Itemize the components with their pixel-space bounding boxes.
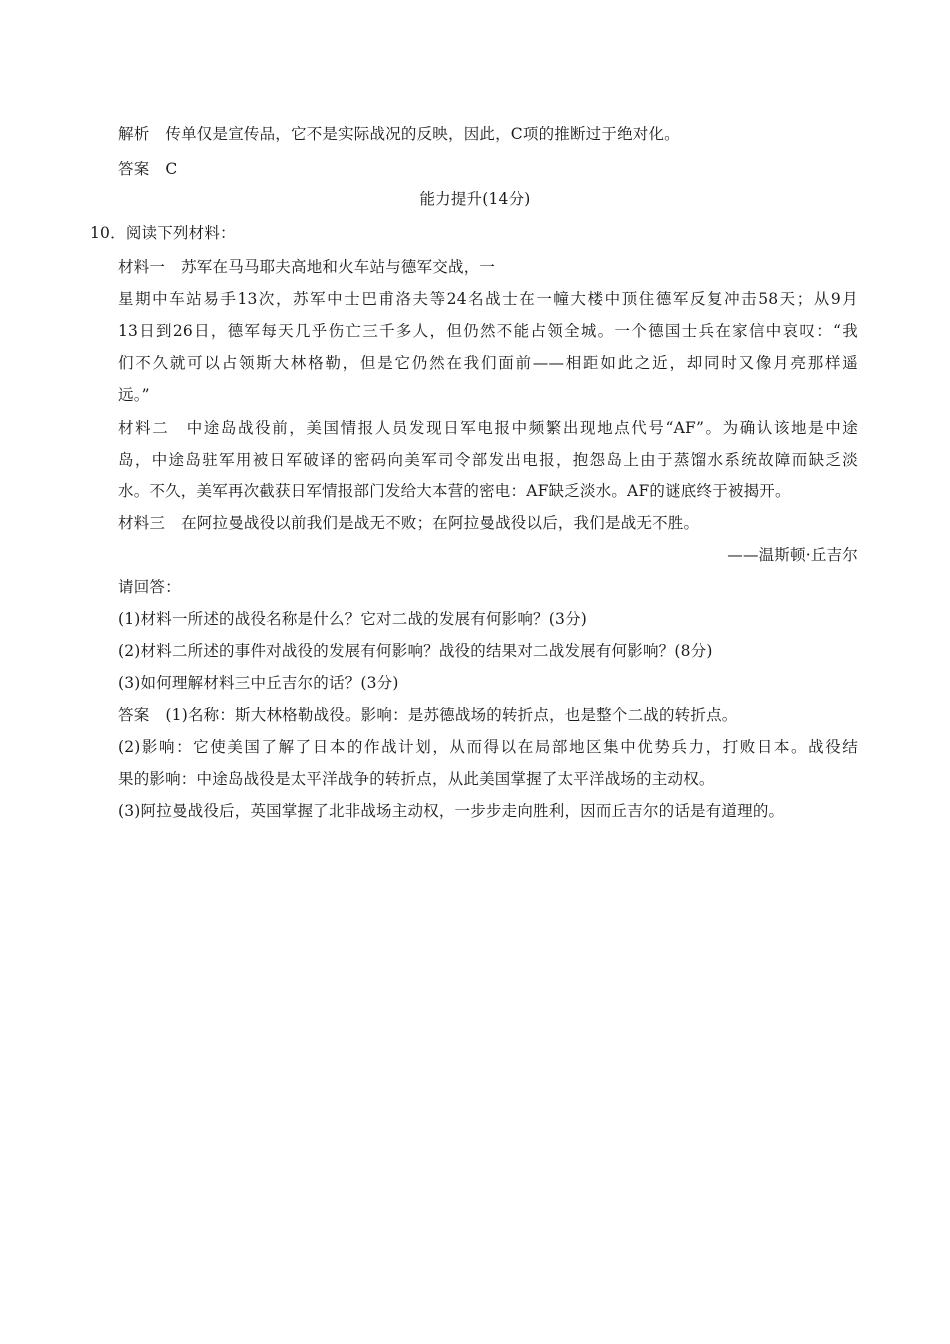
answer-line-1 (118, 705, 737, 725)
question-number: 10． (90, 224, 126, 242)
answer-part-1: (1)名称：斯大林格勒战役。影响：是苏德战场的转折点，也是整个二战的转折点。 (165, 706, 738, 724)
material1-line: 星期中车站易手13次，苏军中士巴甫洛夫等24名战士在一幢大楼中顶住德军反复冲击58天；从9月 (118, 290, 858, 308)
material2-line: 水。不久，美军再次截获日军情报部门发给大本营的密电：AF缺乏淡水。AF的谜底终于被揭开。 (118, 482, 791, 500)
material2-label: 材料二 (118, 419, 170, 437)
material2-text: 中途岛战役前，美国情报人员发现日军电报中频繁出现地点代号“AF”。为确认该地是中途 (185, 419, 859, 437)
material3-label: 材料三 (118, 514, 166, 532)
explanation-line (118, 124, 680, 144)
material1-line: 们不久就可以占领斯大林格勒，但是它仍然在我们面前——相距如此之近，却同时又像月亮那样遥 (118, 354, 858, 372)
previous-answer-label: 答案 (118, 160, 150, 178)
sub-question-3: (3)如何理解材料三中丘吉尔的话？(3分) (118, 674, 399, 692)
material3-line (118, 513, 699, 533)
material3-attribution: ——温斯顿·丘吉尔 (727, 546, 858, 564)
material3-text: 在阿拉曼战役以前我们是战无不败；在阿拉曼战役以后，我们是战无不胜。 (181, 514, 700, 532)
material1-first-line (118, 257, 495, 277)
answer-label: 答案 (118, 706, 150, 724)
question-stem (90, 223, 236, 243)
material1-line: 远。” (118, 386, 150, 404)
answer-part-3: (3)阿拉曼战役后，英国掌握了北非战场主动权，一步步走向胜利，因而丘吉尔的话是有道理的。 (118, 802, 785, 820)
material1-line: 13日到26日，德军每天几乎伤亡三千多人，但仍然不能占领全城。一个德国士兵在家信中哀叹：“我 (118, 322, 858, 340)
material2-first-line (118, 418, 858, 438)
answer-part-2-line: 果的影响：中途岛战役是太平洋战争的转折点，从此美国掌握了太平洋战场的主动权。 (118, 770, 715, 788)
sub-question-2: (2)材料二所述的事件对战役的发展有何影响？战役的结果对二战发展有何影响？(8分) (118, 642, 713, 660)
previous-answer-value: C (165, 160, 178, 178)
material1-label: 材料一 (118, 258, 166, 276)
answer-part-2-line: (2)影响：它使美国了解了日本的作战计划，从而得以在局部地区集中优势兵力，打败日本。战役结 (118, 738, 858, 756)
sub-question-1: (1)材料一所述的战役名称是什么？它对二战的发展有何影响？(3分) (118, 610, 588, 628)
explanation-label: 解析 (118, 125, 150, 143)
explanation-text: 传单仅是宣传品，它不是实际战况的反映，因此，C项的推断过于绝对化。 (165, 125, 680, 143)
material2-line: 岛，中途岛驻军用被日军破译的密码向美军司令部发出电报，抱怨岛上由于蒸馏水系统故障而缺乏淡 (118, 451, 858, 469)
material1-text: 苏军在马马耶夫高地和火车站与德军交战，一 (181, 258, 496, 276)
previous-answer-line (118, 159, 177, 179)
section-title: 能力提升(14分) (419, 190, 531, 208)
answer-prompt: 请回答： (118, 578, 181, 596)
question-stem-text: 阅读下列材料： (125, 224, 236, 242)
